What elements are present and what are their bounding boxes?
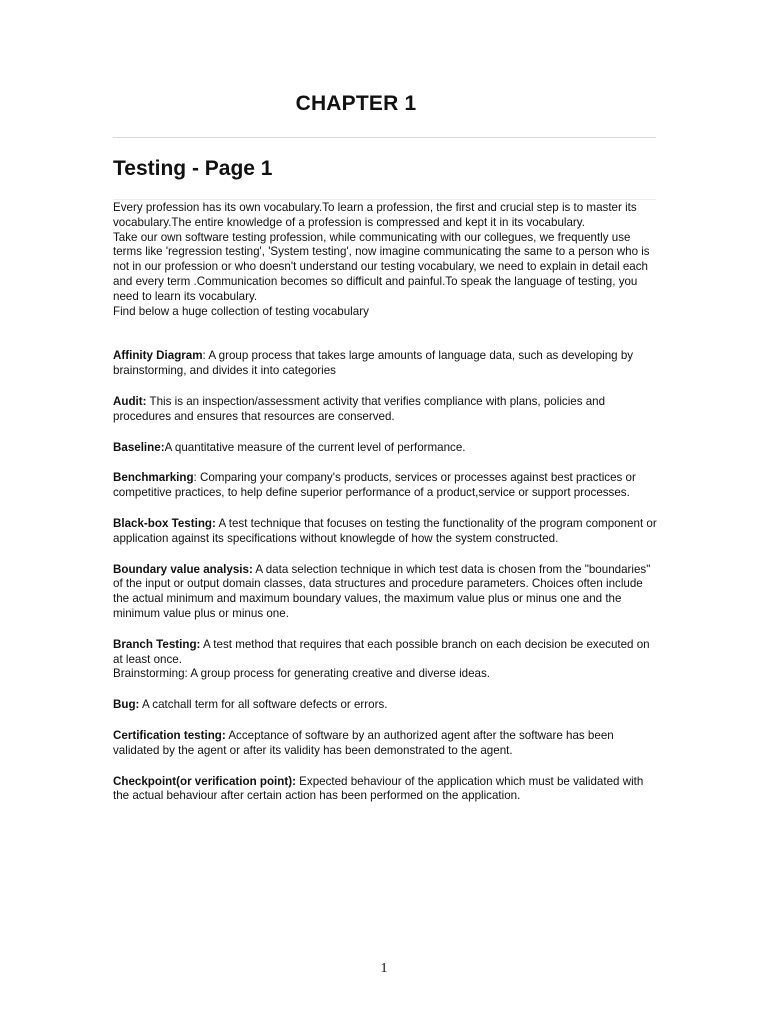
glossary-term: Certification testing: [113, 728, 226, 742]
page-number: 1 [380, 961, 388, 976]
page-title: Testing - Page 1 [113, 157, 273, 180]
intro-lead-in: Find below a huge collection of testing vocabulary [113, 304, 369, 318]
glossary-definition: Acceptance of software by an authorized agent after the software has been validated by the agent or after its validity has been demonstrated to the agent. [113, 728, 614, 757]
glossary-extra-line: Brainstorming: A group process for generating creative and diverse ideas. [113, 667, 491, 681]
chapter-heading: CHAPTER 1 [295, 92, 417, 115]
glossary-definition: A data selection technique in which test data is chosen from the "boundaries" of the input or output domain classes, data structures and procedure parameters. Choices often include the actual minimum and maximum boundary values, the maximum value plus or minus one and the minimum value plus or minus one. [113, 562, 651, 620]
document-body [113, 201, 658, 820]
heading-divider [113, 137, 656, 138]
intro-paragraph: Take our own software testing profession, while communicating with our collegues, we frequently use terms like 'regression testing', 'System testing', now imagine communicating the same to a person who is not in our profession or who doesn't understand our testing vocabulary, we need to explain in detail each and every term .Communication becomes so difficult and painful.To speak the language of testing, you need to learn its vocabulary. [113, 230, 650, 303]
glossary-definition: Expected behaviour of the application which must be validated with the actual behaviour after certain action has been performed on the application. [113, 774, 644, 803]
title-divider [113, 199, 656, 200]
glossary-term: Baseline: [113, 440, 165, 454]
glossary-entry [113, 471, 658, 501]
glossary-term: Affinity Diagram [113, 349, 203, 363]
glossary-definition: : Comparing your company's products, services or processes against best practices or competitive practices, to help define superior performance of a product,service or support processes. [113, 471, 636, 500]
glossary-term: Audit: [113, 394, 147, 408]
glossary-definition: A quantitative measure of the current level of performance. [164, 440, 466, 454]
glossary-entry [113, 698, 658, 713]
glossary-entry [113, 349, 658, 379]
glossary-list [113, 349, 658, 804]
glossary-definition: : A group process that takes large amounts of language data, such as developing by brainstorming, and divides it into categories [113, 349, 634, 378]
glossary-term: Black-box Testing: [113, 516, 216, 530]
glossary-entry [113, 638, 658, 682]
glossary-definition: This is an inspection/assessment activity that verifies compliance with plans, policies and procedures and ensures that resources are conserved. [113, 394, 606, 423]
glossary-entry [113, 441, 658, 456]
intro-section [113, 201, 658, 319]
glossary-entry [113, 563, 658, 622]
glossary-term: Branch Testing: [113, 637, 201, 651]
glossary-entry [113, 395, 658, 425]
glossary-entry [113, 775, 658, 805]
glossary-term: Boundary value analysis: [113, 562, 253, 576]
glossary-term: Checkpoint(or verification point): [113, 774, 296, 788]
glossary-entry [113, 517, 658, 547]
glossary-definition: A test technique that focuses on testing the functionality of the program component or application against its specifications without knowlegde of how the system constructed. [113, 516, 657, 545]
intro-paragraph: Every profession has its own vocabulary.To learn a profession, the first and crucial step is to master its vocabulary.The entire knowledge of a profession is compressed and kept it in its vocabulary. [113, 201, 637, 229]
glossary-definition: A catchall term for all software defects or errors. [139, 698, 388, 712]
glossary-term: Benchmarking [113, 471, 194, 485]
glossary-term: Bug: [113, 698, 140, 712]
glossary-definition: A test method that requires that each possible branch on each decision be executed on at least once. [113, 637, 650, 666]
glossary-entry [113, 729, 658, 759]
